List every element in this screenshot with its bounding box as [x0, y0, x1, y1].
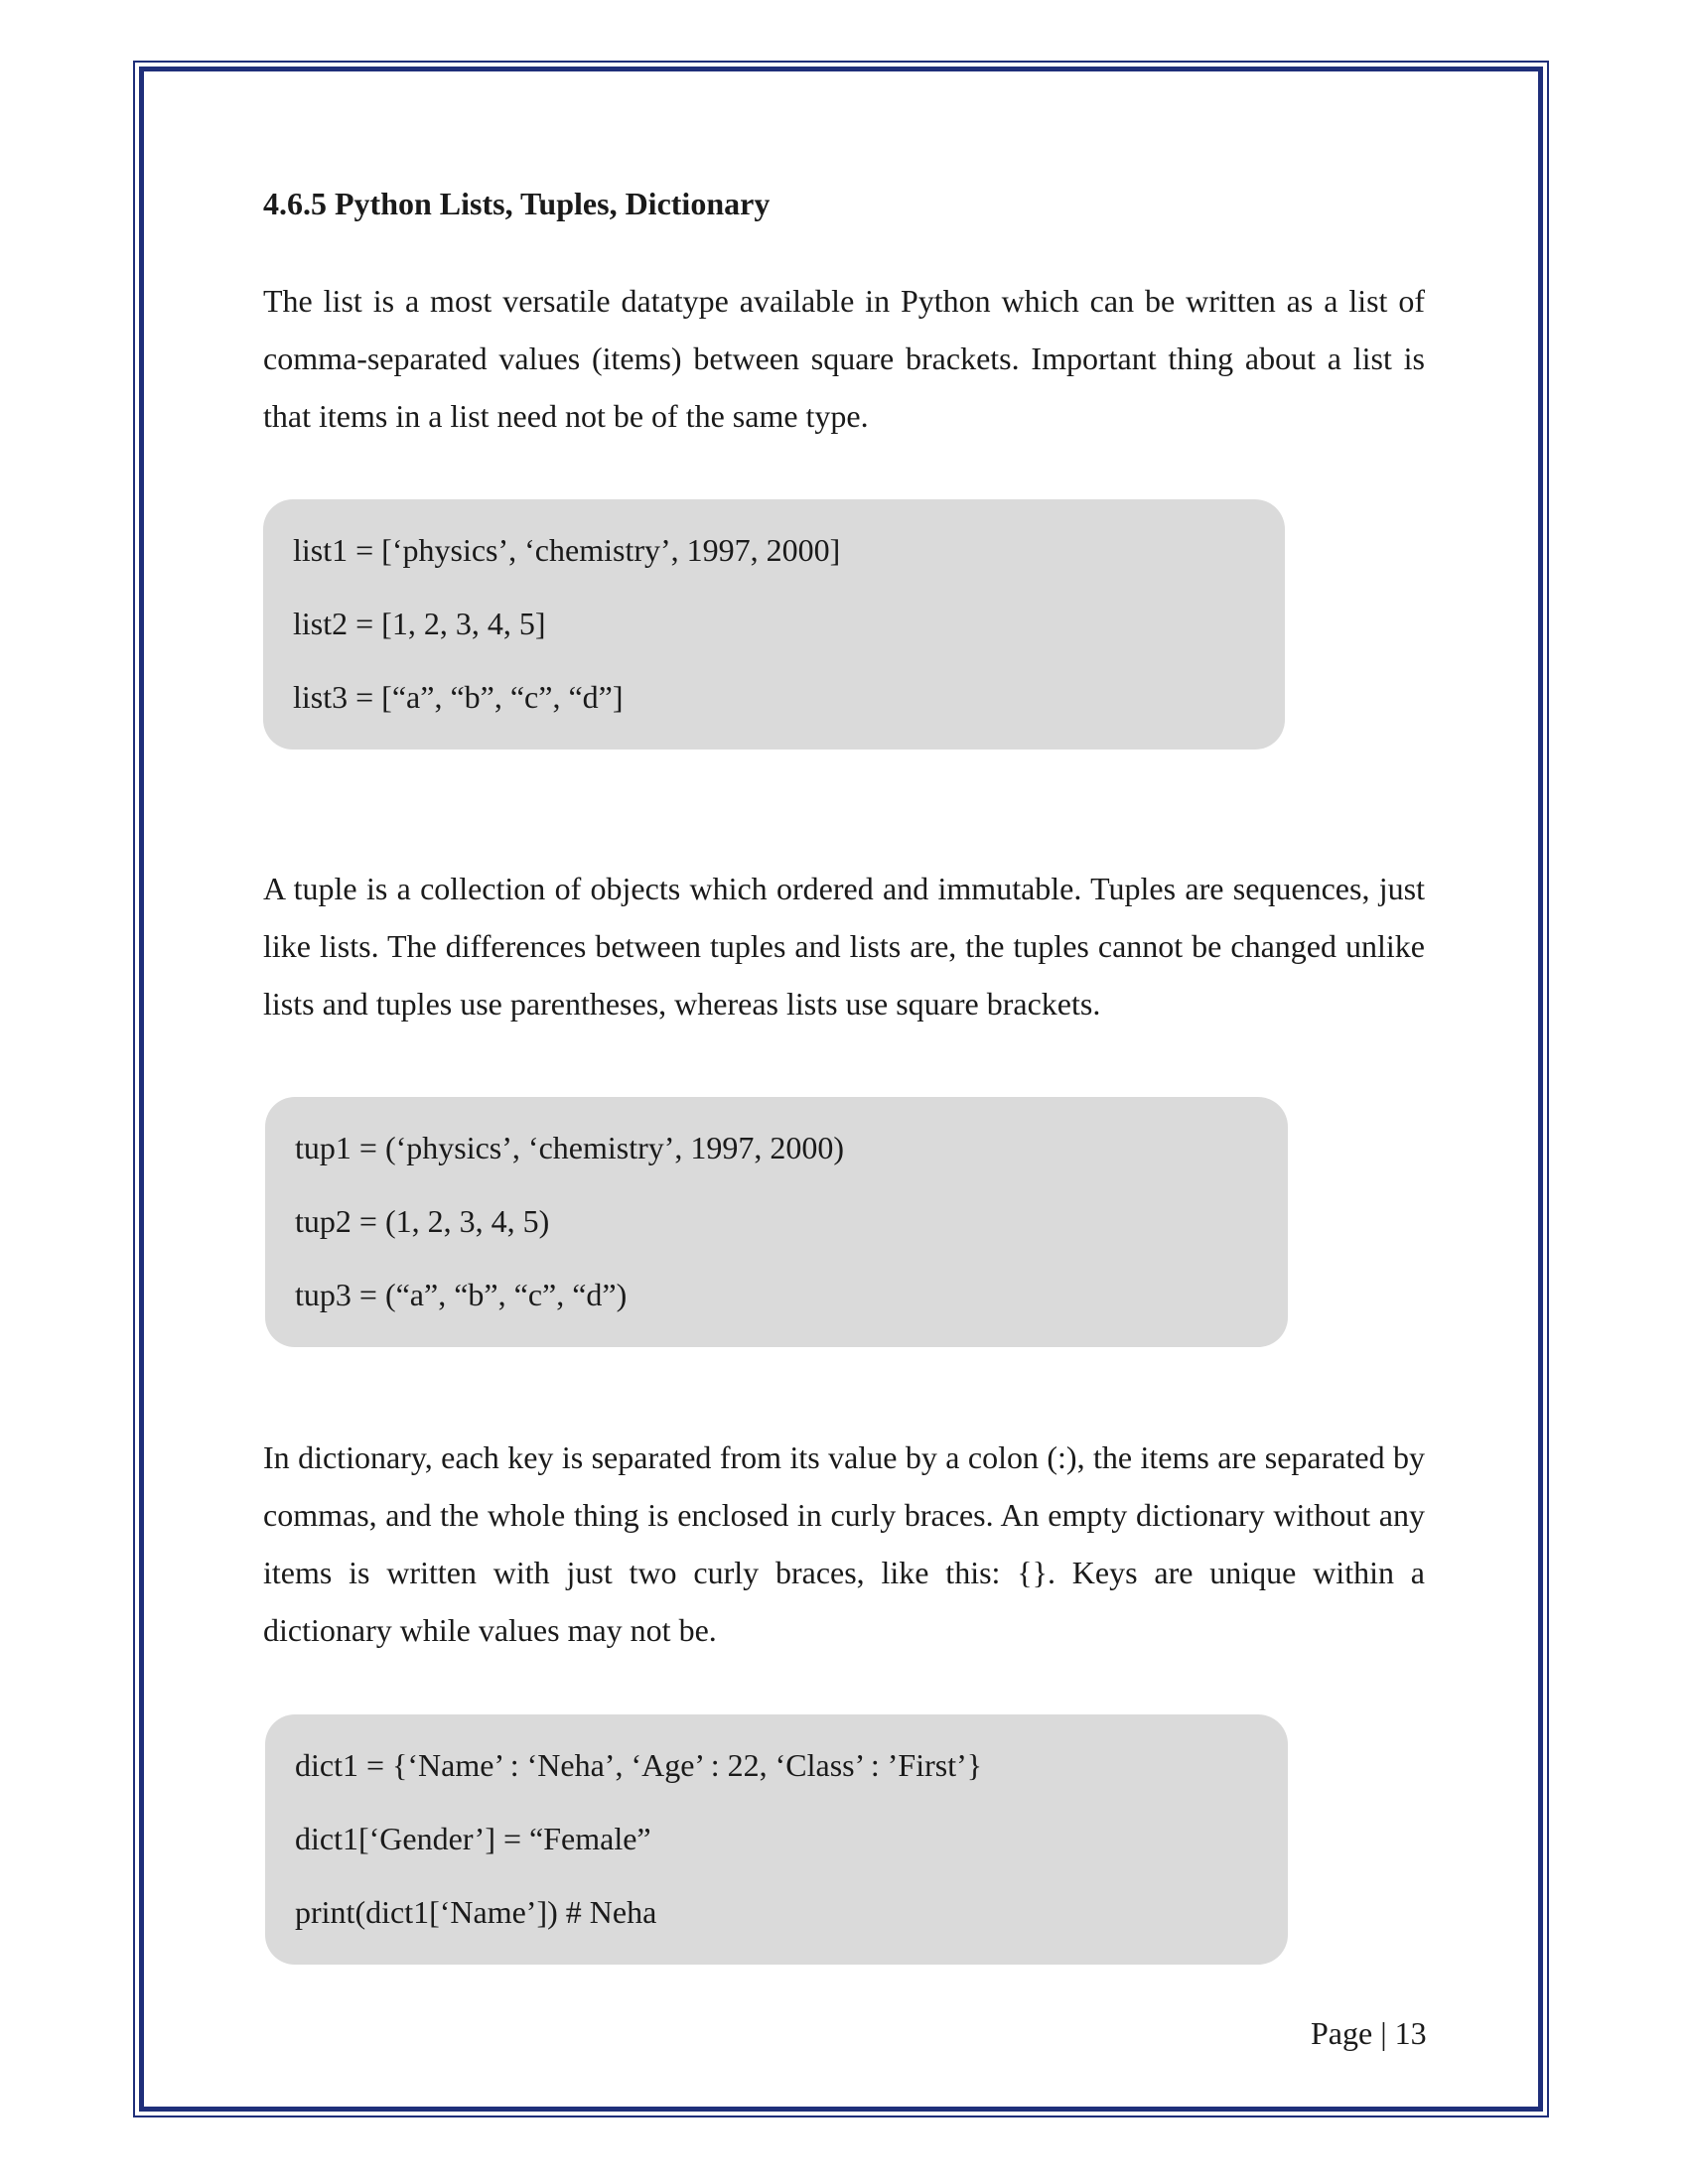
code-line: tup3 = (“a”, “b”, “c”, “d”)	[295, 1277, 628, 1312]
dictionary-paragraph: In dictionary, each key is separated from its value by a colon (:), the items are separated by commas, and the whole thing is enclosed in curly braces. An empty dictionary without any items is written with just two curly braces, like this: {}. Keys are unique within a dictionary while values may not be.	[263, 1439, 1425, 1648]
code-line: print(dict1[‘Name’]) # Neha	[295, 1894, 657, 1930]
code-line: dict1 = {‘Name’ : ‘Neha’, ‘Age’ : 22, ‘Class’ : ’First’}	[295, 1747, 983, 1783]
lists-code-block	[263, 499, 1285, 750]
code-line: dict1[‘Gender’] = “Female”	[295, 1821, 651, 1856]
code-line: tup2 = (1, 2, 3, 4, 5)	[295, 1203, 550, 1239]
code-line: list1 = [‘physics’, ‘chemistry’, 1997, 2000]	[293, 532, 841, 568]
dictionary-code-block	[265, 1714, 1288, 1965]
code-line: list3 = [“a”, “b”, “c”, “d”]	[293, 679, 624, 715]
section-heading: 4.6.5 Python Lists, Tuples, Dictionary	[263, 186, 771, 221]
code-line: list2 = [1, 2, 3, 4, 5]	[293, 606, 546, 641]
lists-paragraph: The list is a most versatile datatype available in Python which can be written as a list of comma-separated values (items) between square brackets. Important thing about a list is that items in a list need not be of the same type.	[263, 283, 1425, 434]
page-number: Page | 13	[1311, 2015, 1427, 2051]
tuples-code-block	[265, 1097, 1288, 1347]
tuples-paragraph: A tuple is a collection of objects which ordered and immutable. Tuples are sequences, just like lists. The differences between tuples and lists are, the tuples cannot be changed unlike lists and tuples use parentheses, whereas lists use square brackets.	[263, 871, 1425, 1022]
code-line: tup1 = (‘physics’, ‘chemistry’, 1997, 2000)	[295, 1130, 845, 1165]
